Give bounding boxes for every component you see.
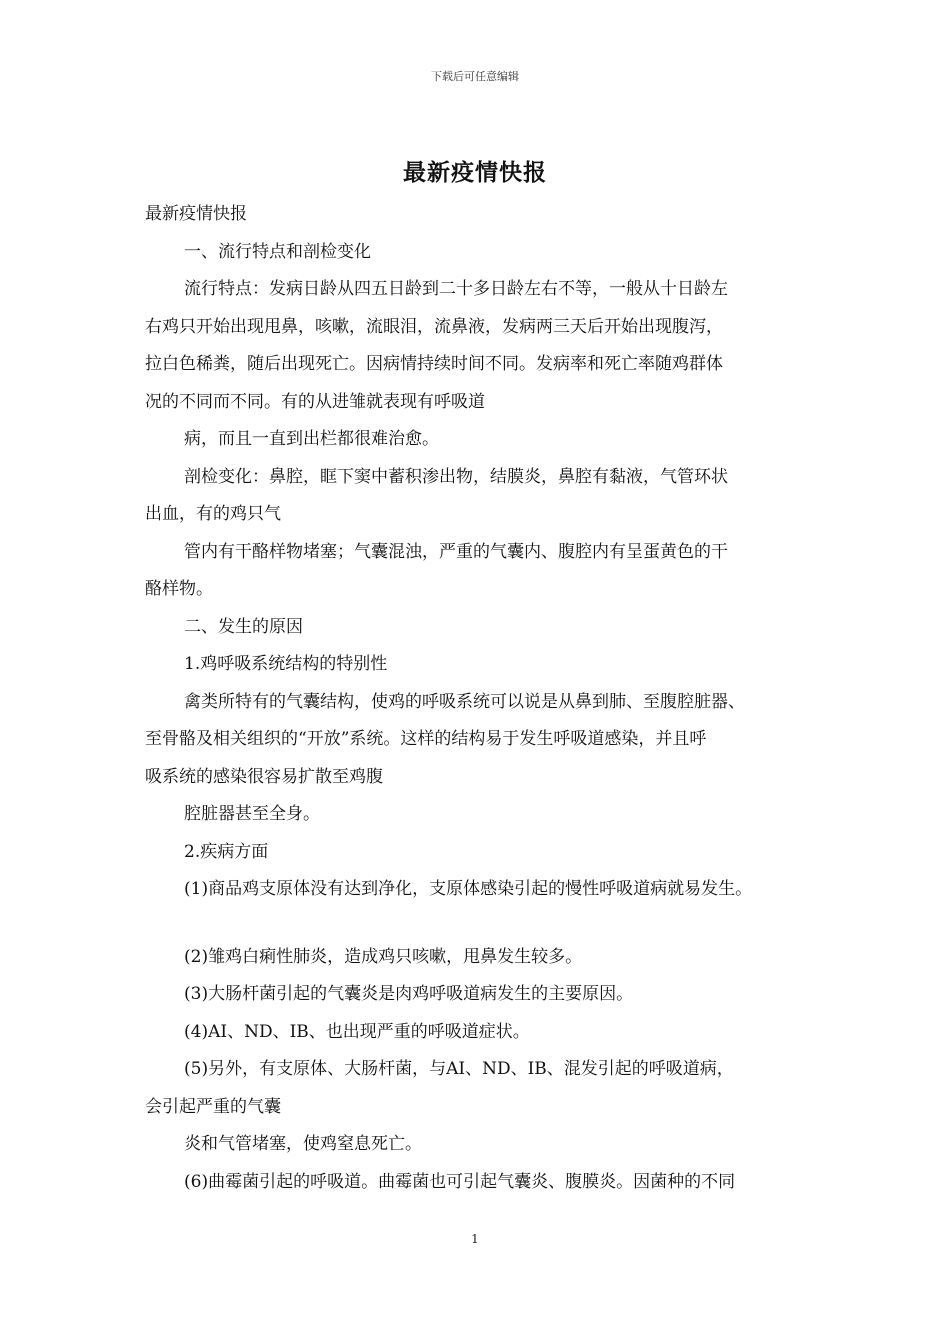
body-line: 出血，有的鸡只气 [145,504,281,524]
body-line: (6)曲霉菌引起的呼吸道。曲霉菌也可引起气囊炎、腹膜炎。因菌种的不同 [184,1171,736,1192]
body-line: 2.疾病方面 [184,841,269,862]
body-line: 吸系统的感染很容易扩散至鸡腹 [145,766,383,787]
body-line: (2)雏鸡白痢性肺炎，造成鸡只咳嗽，甩鼻发生较多。 [184,946,583,967]
document-body [145,196,817,1201]
body-line: 病，而且一直到出栏都很难治愈。 [184,429,439,449]
header-note: 下载后可任意编辑 [431,70,519,83]
body-line: 1.鸡呼吸系统结构的特别性 [184,654,388,674]
body-line: 一、流行特点和剖检变化 [184,241,371,262]
document-title: 最新疫情快报 [403,160,547,186]
body-line: 腔脏器甚至全身。 [184,804,320,824]
body-line: 拉白色稀粪，随后出现死亡。因病情持续时间不同。发病率和死亡率随鸡群体 [145,354,723,374]
body-line: 至骨骼及相关组织的“开放”系统。这样的结构易于发生呼吸道感染，并且呼 [145,729,707,749]
body-line: 流行特点：发病日龄从四五日龄到二十多日龄左右不等，一般从十日龄左 [184,279,728,299]
body-line: 二、发生的原因 [184,616,303,637]
page-number: 1 [471,1232,479,1246]
body-line: (3)大肠杆菌引起的气囊炎是肉鸡呼吸道病发生的主要原因。 [184,984,634,1004]
body-line: (1)商品鸡支原体没有达到净化，支原体感染引起的慢性呼吸道病就易发生。 [184,879,753,899]
body-line: 况的不同而不同。有的从进雏就表现有呼吸道 [145,391,485,412]
body-line: 炎和气管堵塞，使鸡窒息死亡。 [184,1134,422,1154]
body-line: 剖检变化：鼻腔，眶下窦中蓄积渗出物，结膜炎，鼻腔有黏液，气管环状 [184,466,728,487]
body-line: (4)AI、ND、IB、也出现严重的呼吸道症状。 [184,1021,530,1042]
body-line: 管内有干酪样物堵塞；气囊混浊，严重的气囊内、腹腔内有呈蛋黄色的干 [184,541,728,562]
body-line: 右鸡只开始出现甩鼻，咳嗽，流眼泪，流鼻液，发病两三天后开始出现腹泻， [145,316,723,337]
body-line: 禽类所特有的气囊结构，使鸡的呼吸系统可以说是从鼻到肺、至腹腔脏器、 [184,691,745,712]
body-line: 会引起严重的气囊 [145,1096,281,1117]
body-line: (5)另外，有支原体、大肠杆菌，与AI、ND、IB、混发引起的呼吸道病， [184,1059,734,1079]
body-line: 最新疫情快报 [145,204,247,224]
body-line: 酪样物。 [145,579,213,599]
